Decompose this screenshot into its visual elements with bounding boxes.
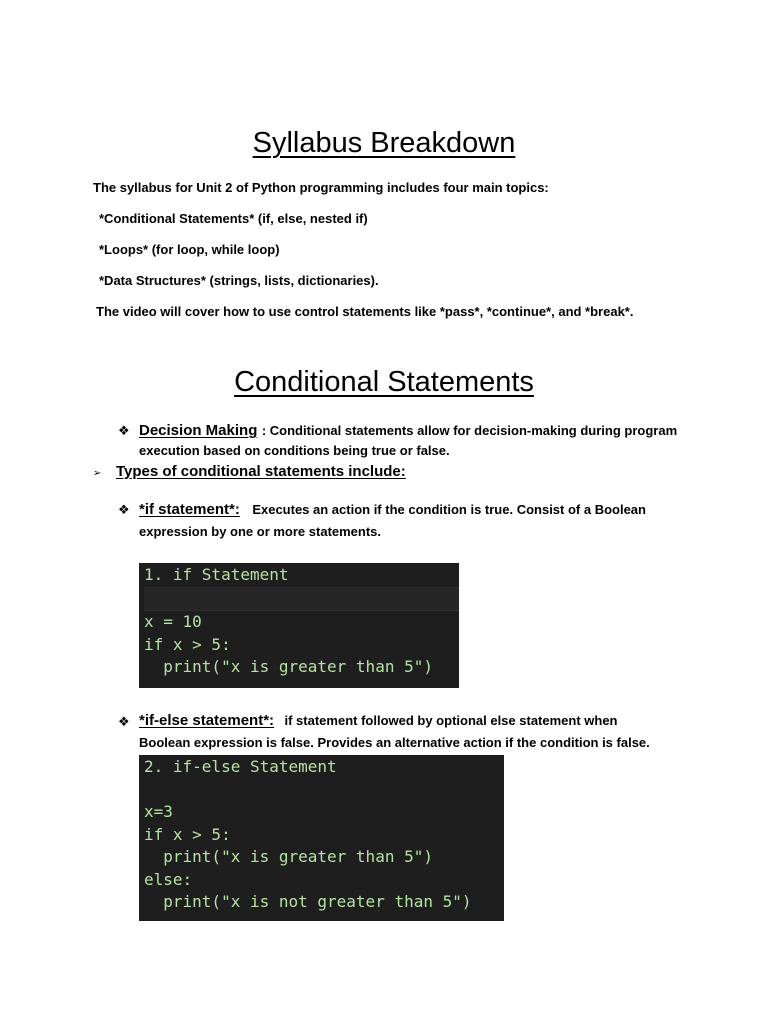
decision-making-label: Decision Making [139,422,258,439]
if-else-statement-desc-cont: Boolean expression is false. Provides an alternative action if the condition is false. [139,735,650,750]
code-line: if x > 5: [144,634,231,654]
code-line: x = 10 [144,612,202,631]
conditional-title: Conditional Statements [234,366,534,398]
decision-making-desc-cont: execution based on conditions being true or false. [139,443,450,458]
code-line: print("x is greater than 5") [144,847,433,866]
if-else-statement-desc: if statement followed by optional else statement when [284,713,618,728]
if-else-statement-label: *if-else statement*: [139,712,275,729]
code-line: else: [144,869,193,889]
syllabus-item: *Data Structures* (strings, lists, dictionaries). [99,273,379,288]
decision-making-block [139,421,699,461]
if-else-code-block [139,755,504,921]
arrow-bullet-icon: ➢ [93,468,102,479]
if-statement-desc-cont: expression by one or more statements. [139,524,382,539]
if-else-statement-block [139,711,759,753]
if-statement-desc: Executes an action if the condition is true. Consist of a Boolean [252,502,646,517]
code-line: print("x is greater than 5") [144,657,433,676]
syllabus-item: *Conditional Statements* (if, else, nested if) [99,211,368,226]
decision-making-desc: : Conditional statements allow for decision-making during program [261,423,678,438]
code-line: 1. if Statement [144,565,289,584]
code-line: print("x is not greater than 5") [144,892,472,911]
if-statement-block [139,500,739,542]
diamond-bullet-icon: ❖ [118,502,130,517]
syllabus-item: *Loops* (for loop, while loop) [99,242,280,257]
code-line: 2. if-else Statement [144,757,337,776]
code-line: if x > 5: [144,824,231,844]
code-line [144,587,459,612]
syllabus-title: Syllabus Breakdown [252,127,516,159]
if-statement-label: *if statement*: [139,501,240,518]
if-code-block [139,563,459,688]
syllabus-intro: The syllabus for Unit 2 of Python programming includes four main topics: [93,180,549,195]
code-line [144,779,504,802]
syllabus-closing: The video will cover how to use control statements like *pass*, *continue*, and *break*. [96,304,634,319]
diamond-bullet-icon: ❖ [118,714,130,729]
types-heading: Types of conditional statements include: [116,463,406,480]
diamond-bullet-icon: ❖ [118,423,130,438]
code-line: x=3 [144,802,173,821]
